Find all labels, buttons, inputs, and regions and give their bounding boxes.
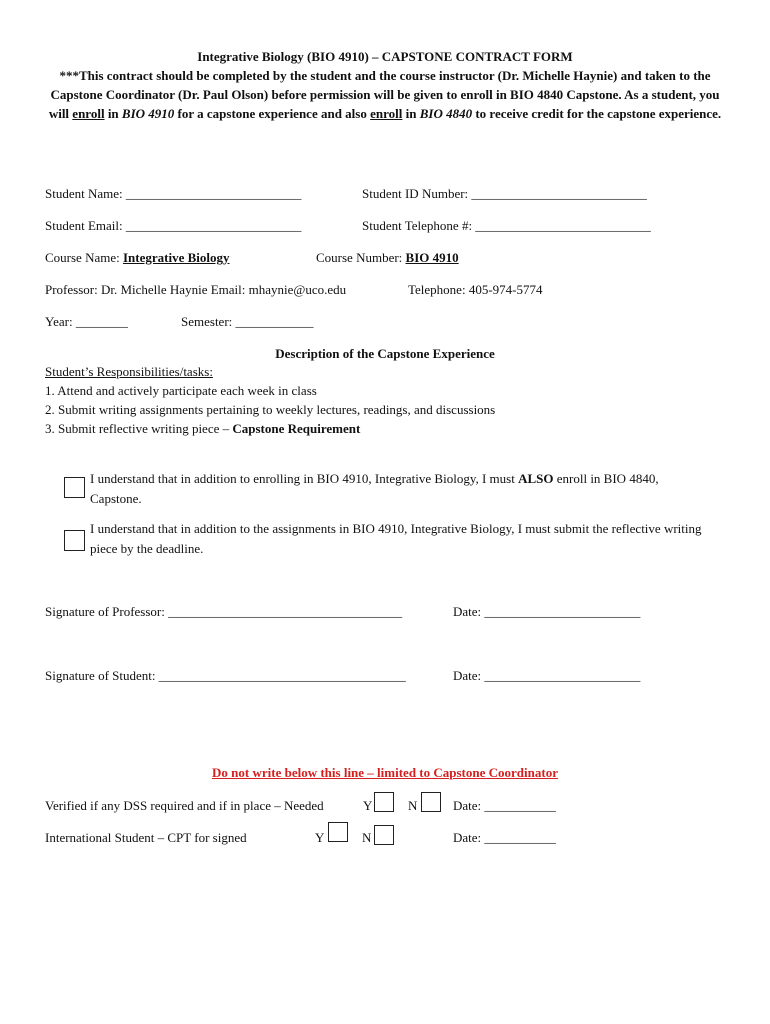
course-name-field: Course Name: Integrative Biology — [45, 250, 230, 265]
intl-no-checkbox[interactable] — [374, 825, 394, 845]
intl-student-label: International Student – CPT for signed — [45, 830, 247, 845]
form-title: Integrative Biology (BIO 4910) – CAPSTONE CONTRACT FORM — [197, 49, 573, 64]
responsibility-item: 3. Submit reflective writing piece – Capstone Requirement — [45, 421, 361, 436]
coordinator-notice: Do not write below this line – limited to Capstone Coordinator — [212, 765, 558, 780]
ack-reflective-checkbox[interactable] — [64, 530, 85, 551]
dss-verified-label: Verified if any DSS required and if in place – Needed — [45, 798, 324, 813]
professor-telephone: Telephone: 405-974-5774 — [408, 282, 543, 297]
dss-yes-checkbox[interactable] — [374, 792, 394, 812]
ack-enroll-statement: I understand that in addition to enrolling in BIO 4910, Integrative Biology, I must ALSO enroll in BIO 4840, Capstone. — [90, 471, 659, 506]
responsibility-item: 2. Submit writing assignments pertaining to weekly lectures, readings, and discussions — [45, 402, 496, 417]
student-email-field[interactable]: Student Email: ___________________________ — [45, 218, 302, 233]
intl-date-field[interactable]: Date: ___________ — [453, 830, 556, 845]
student-id-field[interactable]: Student ID Number: ___________________________ — [362, 186, 647, 201]
student-signature-field[interactable]: Signature of Student: ______________________________________ — [45, 668, 406, 683]
course-name-value: Integrative Biology — [122, 250, 230, 265]
form-header — [40, 47, 730, 123]
intl-yes-checkbox[interactable] — [328, 822, 348, 842]
professor-date-field[interactable]: Date: ________________________ — [453, 604, 641, 619]
form-intro: ***This contract should be completed by the student and the course instructor (Dr. Michelle Haynie) and taken to the Capstone Coordinator (Dr. Paul Olson) before permission will be given to enroll in BIO 4840 Capstone. As a student, you will enroll in BIO 4910 for a capstone experience and also enroll in BIO 4840 to receive credit for the capstone experience. — [48, 68, 722, 121]
ack-enroll-checkbox[interactable] — [64, 477, 85, 498]
responsibilities-label: Student’s Responsibilities/tasks: — [45, 364, 213, 379]
course-number-field: Course Number: BIO 4910 — [316, 250, 459, 265]
responsibility-item: 1. Attend and actively participate each week in class — [45, 383, 317, 398]
semester-field[interactable]: Semester: ____________ — [181, 314, 314, 329]
student-phone-field[interactable]: Student Telephone #: ___________________________ — [362, 218, 651, 233]
dss-date-field[interactable]: Date: ___________ — [453, 798, 556, 813]
student-date-field[interactable]: Date: ________________________ — [453, 668, 641, 683]
dss-no-label: N — [408, 798, 418, 813]
description-heading: Description of the Capstone Experience — [275, 346, 495, 361]
course-number-value: BIO 4910 — [405, 250, 459, 265]
year-field[interactable]: Year: ________ — [45, 314, 128, 329]
professor-info: Professor: Dr. Michelle Haynie Email: mhaynie@uco.edu — [45, 282, 347, 297]
ack-reflective-statement: I understand that in addition to the assignments in BIO 4910, Integrative Biology, I must submit the reflective writing piece by the deadline. — [90, 521, 702, 556]
dss-yes-label: Y — [363, 798, 373, 813]
intl-no-label: N — [362, 830, 372, 845]
dss-no-checkbox[interactable] — [421, 792, 441, 812]
student-name-field[interactable]: Student Name: ___________________________ — [45, 186, 302, 201]
intl-yes-label: Y — [315, 830, 325, 845]
professor-signature-field[interactable]: Signature of Professor: ____________________________________ — [45, 604, 403, 619]
